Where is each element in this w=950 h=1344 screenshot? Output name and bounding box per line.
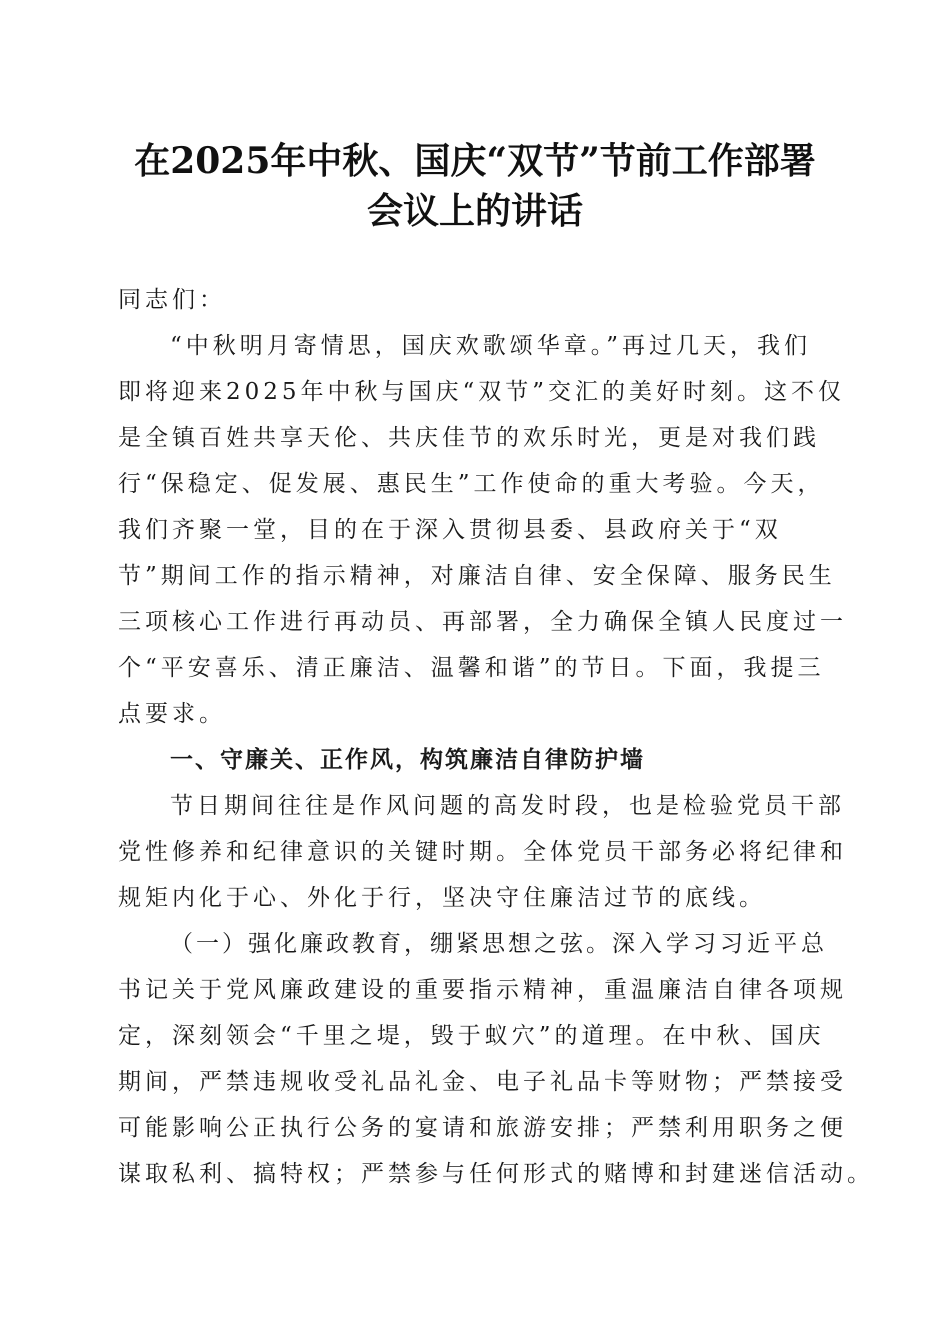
paragraph-line: 可能影响公正执行公务的宴请和旅游安排；严禁利用职务之便: [118, 1115, 847, 1141]
paragraph-line: 我们齐聚一堂，目的在于深入贯彻县委、县政府关于“双: [118, 517, 782, 543]
subsection-heading-1: （一）强化廉政教育，绷紧思想之弦。: [170, 931, 612, 957]
paragraph-3: [118, 921, 874, 1197]
title-line-1: 在2025年中秋、国庆“双节”节前工作部署: [134, 140, 816, 182]
document-title: [100, 136, 850, 236]
paragraph-line: 即将迎来2025年中秋与国庆“双节”交汇的美好时刻。这不仅: [118, 379, 846, 405]
paragraph-line: 节日期间往往是作风问题的高发时段，也是检验党员干部: [170, 793, 845, 819]
section-heading-1: 一、守廉关、正作风，构筑廉洁自律防护墙: [170, 747, 645, 773]
paragraph-line: 谋取私利、搞特权；严禁参与任何形式的赌博和封建迷信活动。: [118, 1161, 874, 1187]
paragraph-line: 是全镇百姓共享天伦、共庆佳节的欢乐时光，更是对我们践: [118, 425, 820, 451]
paragraph-text: 深入学习习近平总: [612, 931, 828, 957]
document-body: [118, 277, 874, 1197]
paragraph-line: 党性修养和纪律意识的关键时期。全体党员干部务必将纪律和: [118, 839, 847, 865]
paragraph-line: 节”期间工作的指示精神，对廉洁自律、安全保障、服务民生: [118, 563, 836, 589]
paragraph-first-line: [118, 921, 830, 967]
paragraph-2: [118, 783, 847, 921]
paragraph-line: 点要求。: [118, 701, 226, 727]
paragraph-line: 定，深刻领会“千里之堤，毁于蚁穴”的道理。在中秋、国庆: [118, 1023, 825, 1049]
paragraph-line: 三项核心工作进行再动员、再部署，全力确保全镇人民度过一: [118, 609, 847, 635]
paragraph-line: 规矩内化于心、外化于行，坚决守住廉洁过节的底线。: [118, 885, 766, 911]
paragraph-line: “中秋明月寄情思，国庆欢歌颂华章。”再过几天，我们: [170, 333, 812, 359]
salutation: 同志们：: [118, 287, 226, 313]
paragraph-line: 期间，严禁违规收受礼品礼金、电子礼品卡等财物；严禁接受: [118, 1069, 847, 1095]
title-line-2: 会议上的讲话: [366, 190, 583, 232]
paragraph-line: 行“保稳定、促发展、惠民生”工作使命的重大考验。今天，: [118, 471, 825, 497]
paragraph-1: [118, 323, 847, 737]
paragraph-line: 个“平安喜乐、清正廉洁、温馨和谐”的节日。下面，我提三: [118, 655, 825, 681]
paragraph-line: 书记关于党风廉政建设的重要指示精神，重温廉洁自律各项规: [118, 977, 847, 1003]
